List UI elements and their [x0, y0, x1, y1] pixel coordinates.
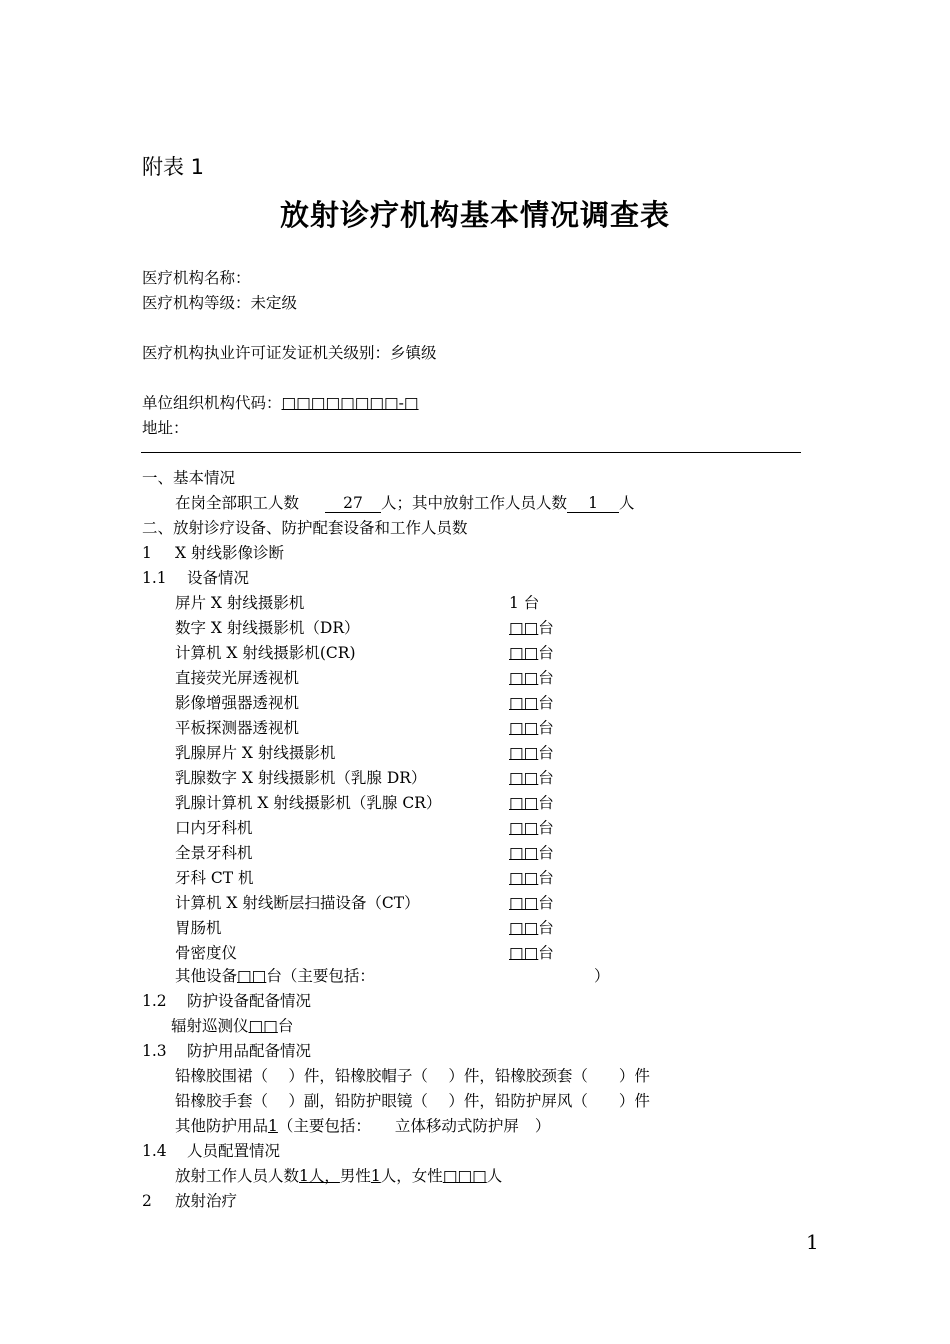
appendix-label: 附表 1: [142, 155, 205, 179]
page-title: 放射诊疗机构基本情况调查表: [279, 198, 670, 232]
staffing-total-label: 放射工作人员人数: [175, 1167, 300, 1185]
survey-meter-label: 辐射巡测仪: [171, 1017, 249, 1035]
other-supplies-row: [175, 1116, 550, 1136]
section-equipment-heading: 二、放射诊疗设备、防护配套设备和工作人员数: [142, 519, 468, 537]
staffing-female-field[interactable]: □□□: [442, 1167, 487, 1185]
other-equipment-count-field[interactable]: □□: [237, 967, 267, 985]
equipment-count-unit: 台: [538, 769, 554, 787]
institution-grade-row: [142, 293, 297, 313]
equipment-count-field[interactable]: □□: [509, 844, 539, 862]
equipment-item-name: 乳腺计算机 X 射线摄影机（乳腺 CR）: [175, 794, 442, 812]
xray-diagnosis-num: 1: [142, 544, 152, 562]
radiotherapy-heading: [142, 1191, 237, 1211]
equipment-count-field[interactable]: □□: [509, 719, 539, 737]
other-equipment-includes-label: 台（主要包括：: [266, 967, 375, 985]
equipment-count-unit: 台: [538, 819, 554, 837]
equipment-item-name: 牙科 CT 机: [175, 869, 254, 887]
equipment-count-unit: 台: [538, 919, 554, 937]
staffing-num: 1.4: [142, 1142, 167, 1160]
equipment-item-name: 计算机 X 射线断层扫描设备（CT）: [175, 894, 420, 912]
equipment-item-count: [509, 768, 554, 788]
equipment-item-count: [509, 868, 554, 888]
equipment-item-name: 影像增强器透视机: [175, 694, 300, 712]
equipment-count-unit: 台: [538, 694, 554, 712]
radiotherapy-num: 2: [142, 1192, 152, 1210]
equipment-count-field[interactable]: □□: [509, 944, 539, 962]
equipment-count-field[interactable]: □□: [509, 769, 539, 787]
equipment-item-name: 乳腺数字 X 射线摄影机（乳腺 DR）: [175, 769, 427, 787]
survey-meter-count-field[interactable]: □□: [248, 1017, 278, 1035]
other-equipment-row: [175, 966, 375, 986]
equipment-count-field[interactable]: □□: [509, 819, 539, 837]
equipment-count-field[interactable]: □□: [509, 644, 539, 662]
radiotherapy-label: 放射治疗: [175, 1192, 238, 1210]
equipment-count-field[interactable]: □□: [509, 669, 539, 687]
address-underline: [141, 452, 801, 453]
staffing-subheading: [142, 1141, 280, 1161]
equipment-count-value[interactable]: 1 台: [509, 594, 540, 612]
equipment-count-field[interactable]: □□: [509, 794, 539, 812]
license-issuer-label: 医疗机构执业许可证发证机关级别：: [142, 344, 391, 362]
equipment-item-count: [509, 668, 554, 688]
protection-supplies-num: 1.3: [142, 1042, 167, 1060]
other-supplies-includes-label: （主要包括：: [277, 1117, 371, 1135]
staff-total-label: 在岗全部职工人数: [175, 494, 300, 512]
org-code-label: 单位组织机构代码：: [142, 394, 282, 412]
equipment-item-count: [509, 643, 554, 663]
page-number: 1: [806, 1230, 819, 1254]
lead-gloves-row: 铅橡胶手套（ ）副，铅防护眼镜（ ）件，铅防护屏风（ ）件: [175, 1092, 650, 1110]
equipment-count-field[interactable]: □□: [509, 894, 539, 912]
equipment-item-count: [509, 943, 554, 963]
other-equipment-close: ）: [594, 967, 610, 985]
equipment-item-count: [509, 593, 539, 613]
equipment-count-unit: 台: [538, 669, 554, 687]
equipment-item-name: 乳腺屏片 X 射线摄影机: [175, 744, 336, 762]
equipment-count-unit: 台: [538, 644, 554, 662]
equipment-count-unit: 台: [538, 744, 554, 762]
staffing-female-label: 人，女性: [380, 1167, 443, 1185]
equipment-count-unit: 台: [538, 894, 554, 912]
section-basic-heading: 一、基本情况: [142, 469, 236, 487]
equipment-item-name: 数字 X 射线摄影机（DR）: [175, 619, 360, 637]
other-supplies-label: 其他防护用品: [175, 1117, 269, 1135]
equipment-item-count: [509, 818, 554, 838]
institution-name-label: 医疗机构名称：: [142, 269, 251, 287]
staffing-row: [175, 1166, 502, 1186]
equipment-item-count: [509, 918, 554, 938]
protection-equipment-label: 防护设备配备情况: [187, 992, 312, 1010]
equipment-count-unit: 台: [538, 869, 554, 887]
org-code-field[interactable]: □□□□□□□□-□: [281, 394, 419, 412]
equipment-item-name: 口内牙科机: [175, 819, 253, 837]
equipment-count-field[interactable]: □□: [509, 744, 539, 762]
xray-diagnosis-label: X 射线影像诊断: [175, 544, 284, 562]
equipment-item-name: 胃肠机: [175, 919, 222, 937]
radiation-staff-field[interactable]: 1: [567, 494, 619, 513]
other-equipment-label: 其他设备: [175, 967, 238, 985]
equipment-item-name: 屏片 X 射线摄影机: [175, 594, 305, 612]
staff-total-field[interactable]: 27: [325, 494, 381, 513]
xray-diagnosis-heading: [142, 543, 284, 563]
equipment-count-field[interactable]: □□: [509, 919, 539, 937]
equipment-item-count: [509, 718, 554, 738]
staff-unit-label: 人: [619, 494, 635, 512]
equipment-item-name: 平板探测器透视机: [175, 719, 300, 737]
staffing-total-unit: 人，: [308, 1167, 340, 1185]
equipment-item-count: [509, 693, 554, 713]
equipment-count-unit: 台: [538, 619, 554, 637]
other-supplies-close: ）: [534, 1117, 551, 1135]
license-issuer-value: 乡镇级: [390, 344, 437, 362]
equipment-count-unit: 台: [538, 794, 554, 812]
license-issuer-row: [142, 343, 437, 363]
protection-equipment-num: 1.2: [142, 992, 167, 1010]
protection-equipment-subheading: [142, 991, 311, 1011]
equipment-count-unit: 台: [538, 719, 554, 737]
org-code-row: [142, 393, 419, 413]
equipment-item-count: [509, 893, 554, 913]
equipment-count-field[interactable]: □□: [509, 619, 539, 637]
equipment-num: 1.1: [142, 569, 167, 587]
equipment-count-unit: 台: [538, 944, 554, 962]
staffing-total-field[interactable]: 1: [299, 1167, 309, 1185]
institution-grade-label: 医疗机构等级：: [142, 294, 251, 312]
equipment-item-name: 计算机 X 射线摄影机(CR): [175, 644, 356, 662]
equipment-count-unit: 台: [538, 844, 554, 862]
survey-meter-unit: 台: [277, 1017, 294, 1035]
staffing-male-field[interactable]: 1: [370, 1167, 381, 1185]
equipment-item-count: [509, 618, 554, 638]
equipment-item-count: [509, 843, 554, 863]
staffing-label: 人员配置情况: [187, 1142, 281, 1160]
equipment-count-field[interactable]: □□: [509, 694, 539, 712]
staffing-male-label: 男性: [339, 1167, 371, 1185]
protection-supplies-subheading: [142, 1041, 311, 1061]
staff-mid-label: 人；其中放射工作人员人数: [381, 494, 568, 512]
equipment-item-name: 骨密度仪: [175, 944, 238, 962]
equipment-item-name: 全景牙科机: [175, 844, 253, 862]
staffing-unit: 人: [486, 1167, 503, 1185]
equipment-item-name: 直接荧光屏透视机: [175, 669, 300, 687]
equipment-item-count: [509, 793, 554, 813]
protection-supplies-label: 防护用品配备情况: [187, 1042, 312, 1060]
equipment-subheading: [142, 568, 249, 588]
other-supplies-items: 立体移动式防护屏: [394, 1117, 519, 1135]
other-supplies-count-field[interactable]: 1: [268, 1117, 278, 1135]
survey-meter-row: [171, 1016, 293, 1036]
equipment-item-count: [509, 743, 554, 763]
equipment-count-field[interactable]: □□: [509, 869, 539, 887]
address-label: 地址：: [142, 419, 189, 437]
institution-grade-value: 未定级: [250, 294, 298, 312]
staff-count-row: [175, 493, 635, 513]
lead-apron-row: 铅橡胶围裙（ ）件，铅橡胶帽子（ ）件，铅橡胶颈套（ ）件: [175, 1067, 650, 1085]
equipment-label: 设备情况: [187, 569, 250, 587]
